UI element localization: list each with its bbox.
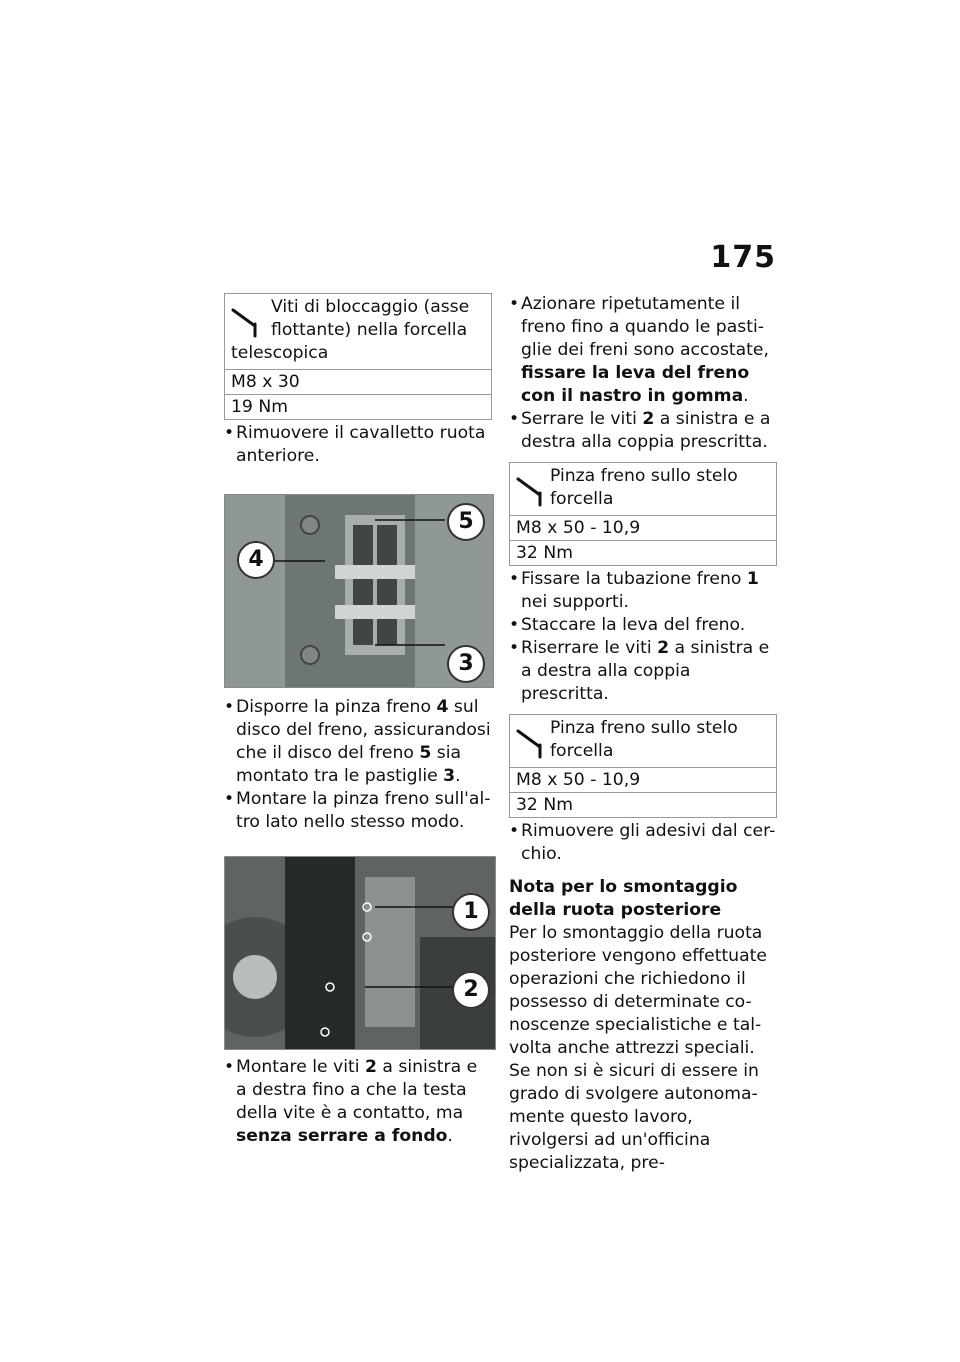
figure-callout: 5 — [447, 503, 485, 541]
torque-title-line: Viti di bloccaggio (asse — [271, 297, 470, 317]
step-list — [509, 293, 777, 454]
torque-title-line: forcella — [550, 489, 614, 509]
step-item: • Montare la pinza freno sull'al-tro lato nello stesso modo. — [224, 788, 492, 834]
right-column — [509, 293, 777, 1175]
step-item: • Riserrare le viti 2 a sinistra e a destra alla coppia prescritta. — [509, 637, 777, 706]
section-heading: Nota per lo smontaggio della ruota posteriore — [509, 877, 738, 920]
step-item: • Rimuovere gli adesivi dal cer-chio. — [509, 820, 777, 866]
fork-mount-illustration — [225, 857, 495, 1049]
step-item: • Disporre la pinza freno 4 sul disco del freno, assicurandosi che il disco del freno 5 sia montato tra le pastiglie 3. — [224, 696, 492, 788]
step-list — [224, 422, 492, 468]
torque-spec-table — [224, 293, 492, 420]
step-item: • Fissare la tubazione freno 1 nei supporti. — [509, 568, 777, 614]
figure-callout: 1 — [452, 893, 490, 931]
torque-spec-table — [509, 714, 777, 818]
body-paragraph: Per lo smontaggio della ruota posteriore vengono effettuate operazioni che richiedono il possesso di determinate co-noscenze specialistiche e tal-volta anche attrezzi speciali. — [509, 923, 767, 1058]
torque-value: 32 Nm — [516, 795, 573, 815]
step-item: • Serrare le viti 2 a sinistra e a destra alla coppia prescritta. — [509, 408, 777, 454]
torque-value: 32 Nm — [516, 543, 573, 563]
step-item: • Montare le viti 2 a sinistra e a destra fino a che la testa della vite è a contatto, ma senza serrare a fondo. — [224, 1056, 492, 1148]
torque-spec-title — [225, 294, 491, 370]
page-number: 175 — [710, 240, 776, 275]
step-item: • Rimuovere il cavalletto ruota anteriore. — [224, 422, 492, 468]
brake-caliper-figure — [224, 494, 494, 688]
torque-title-line: forcella — [550, 741, 614, 761]
torque-thread-spec: M8 x 30 — [225, 370, 491, 395]
step-item: • Staccare la leva del freno. — [509, 614, 777, 637]
torque-title-line: Pinza freno sullo stelo — [550, 466, 738, 486]
torque-thread-spec: M8 x 50 - 10,9 — [510, 516, 776, 541]
torque-title-line: flottante) nella forcella — [271, 320, 468, 340]
step-list — [509, 820, 777, 866]
figure-callout: 2 — [452, 971, 490, 1009]
torque-value: 19 Nm — [231, 397, 288, 417]
left-column — [224, 293, 492, 1148]
torque-title-line: Pinza freno sullo stelo — [550, 718, 738, 738]
torque-spec-table — [509, 462, 777, 566]
step-list — [224, 1056, 492, 1148]
step-list — [224, 696, 492, 834]
step-list — [509, 568, 777, 706]
torque-wrench-icon — [516, 725, 546, 759]
body-paragraph: Se non si è sicuri di essere in grado di svolgere autonoma-mente questo lavoro, rivolgersi ad un'officina specializzata, pre- — [509, 1061, 759, 1173]
torque-spec-title — [510, 463, 776, 516]
step-item: • Azionare ripetutamente il freno fino a quando le pasti-glie dei freni sono accostate, fissare la leva del freno con il nastro in gomma. — [509, 293, 777, 408]
torque-spec-title — [510, 715, 776, 768]
torque-thread-spec: M8 x 50 - 10,9 — [510, 768, 776, 793]
figure-callout: 3 — [447, 645, 485, 683]
fork-mount-figure — [224, 856, 496, 1050]
torque-wrench-icon — [516, 473, 546, 507]
figure-callout: 4 — [237, 541, 275, 579]
torque-wrench-icon — [231, 304, 261, 338]
torque-title-line: telescopica — [231, 343, 329, 363]
